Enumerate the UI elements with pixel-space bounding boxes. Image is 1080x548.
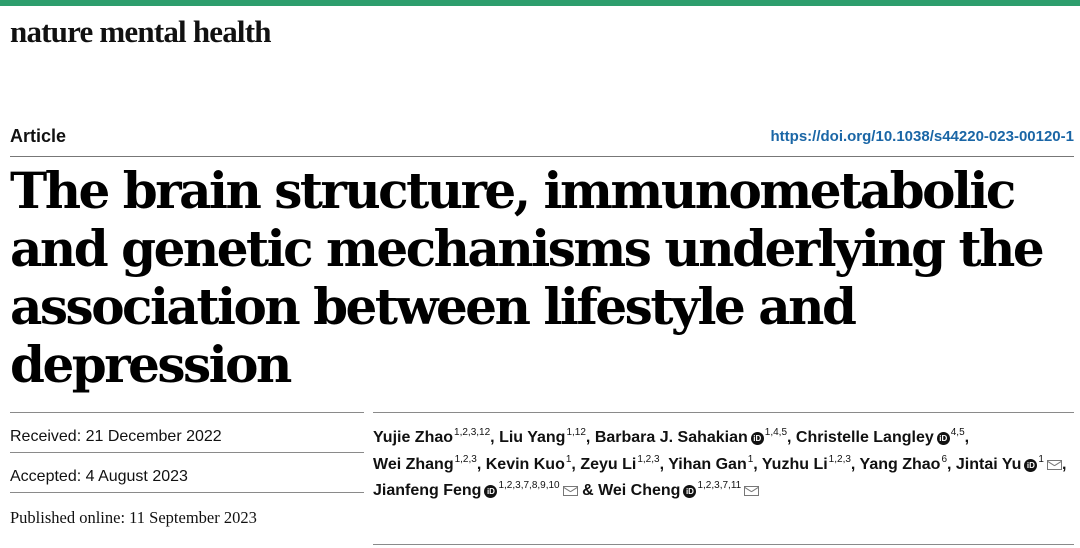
author-affiliations: 1 xyxy=(747,453,754,465)
author-affiliations: 6 xyxy=(941,453,947,465)
doi-link[interactable]: https://doi.org/10.1038/s44220-023-00120-1 xyxy=(770,128,1074,145)
author-name[interactable]: Wei Zhang xyxy=(373,455,454,473)
author-item xyxy=(373,453,477,473)
author-item xyxy=(796,429,965,446)
published-date: Published online: 11 September 2023 xyxy=(10,492,364,532)
author-affiliations: 1,2,3,12 xyxy=(454,427,491,438)
mail-icon[interactable] xyxy=(1047,460,1062,470)
author-affiliations: 1,2,3,7,8,9,10 xyxy=(498,480,560,491)
author-affiliations: 1,2,3 xyxy=(828,453,851,465)
author-name[interactable]: Wei Cheng xyxy=(598,482,681,499)
journal-accent-bar xyxy=(0,0,1080,6)
author-affiliations: 1,2,3 xyxy=(454,453,477,465)
accepted-date: Accepted: 4 August 2023 xyxy=(10,452,364,492)
article-type-label: Article xyxy=(10,126,67,146)
author-name[interactable]: Yujie Zhao xyxy=(373,429,454,446)
orcid-icon[interactable]: iD xyxy=(1024,459,1037,472)
author-name[interactable]: Yihan Gan xyxy=(668,455,747,473)
author-name[interactable]: Jintai Yu xyxy=(955,455,1022,473)
author-affiliations: 1 xyxy=(1038,453,1044,465)
mail-icon[interactable] xyxy=(563,486,578,496)
author-affiliations: 1 xyxy=(565,453,572,465)
author-item xyxy=(761,453,851,473)
orcid-icon[interactable]: iD xyxy=(484,485,497,498)
author-name[interactable]: Liu Yang xyxy=(499,429,566,446)
authors-bottom-divider xyxy=(373,544,1074,545)
author-item xyxy=(668,453,754,473)
orcid-icon[interactable]: iD xyxy=(751,432,764,445)
author-name[interactable]: Christelle Langley xyxy=(795,429,934,446)
author-item xyxy=(598,482,759,499)
author-item xyxy=(595,429,787,446)
article-title: The brain structure, immunometabolic and genetic mechanisms underlying the association between lifestyle and depression xyxy=(10,161,1043,394)
author-name[interactable]: Yang Zhao xyxy=(859,455,941,473)
author-item xyxy=(955,453,1062,473)
publication-dates xyxy=(10,412,364,532)
author-item xyxy=(580,453,660,473)
author-item xyxy=(373,429,490,446)
authors-divider xyxy=(373,412,1074,413)
author-name[interactable]: Jianfeng Feng xyxy=(373,482,482,499)
author-name[interactable]: Kevin Kuo xyxy=(485,455,565,473)
author-item xyxy=(373,482,578,499)
mail-icon[interactable] xyxy=(744,486,759,496)
author-affiliations: 4,5 xyxy=(950,427,965,438)
author-affiliations: 1,2,3,7,11 xyxy=(697,480,742,491)
header-divider xyxy=(10,156,1074,157)
author-item xyxy=(859,453,947,473)
author-name[interactable]: Zeyu Li xyxy=(580,455,637,473)
orcid-icon[interactable]: iD xyxy=(683,485,696,498)
author-affiliations: 1,12 xyxy=(566,427,586,438)
journal-name: nature mental health xyxy=(10,14,271,49)
author-item xyxy=(485,453,572,473)
received-date: Received: 21 December 2022 xyxy=(10,412,364,452)
author-affiliations: 1,2,3 xyxy=(637,453,660,465)
orcid-icon[interactable]: iD xyxy=(937,432,950,445)
author-item xyxy=(499,429,586,446)
author-list: Yujie Zhao$^{1,2,3,12}$, Liu Yang$^{1,12}$, Barbara J. Sahakian iD$^{1,4,5}$, Christelle Langley iD$^{4,5}$, Wei Zhang$^{1,2,3}$, Kevin Kuo$^1$, Zeyu Li$^{1,2,3}$, Yihan Gan$^1$, Yuzhu Li$^{1,2,3}$, Yang Zhao$^6$, Jintai Yu $iD^1$ , Jianfeng Feng iD$^{1,2,3,7,8,9,10}$ & Wei Cheng iD$^{1,2,3,7,11}$ xyxy=(373,427,1067,499)
author-affiliations: 1,4,5 xyxy=(764,427,788,438)
author-name[interactable]: Yuzhu Li xyxy=(761,455,828,473)
author-name[interactable]: Barbara J. Sahakian xyxy=(594,429,748,446)
